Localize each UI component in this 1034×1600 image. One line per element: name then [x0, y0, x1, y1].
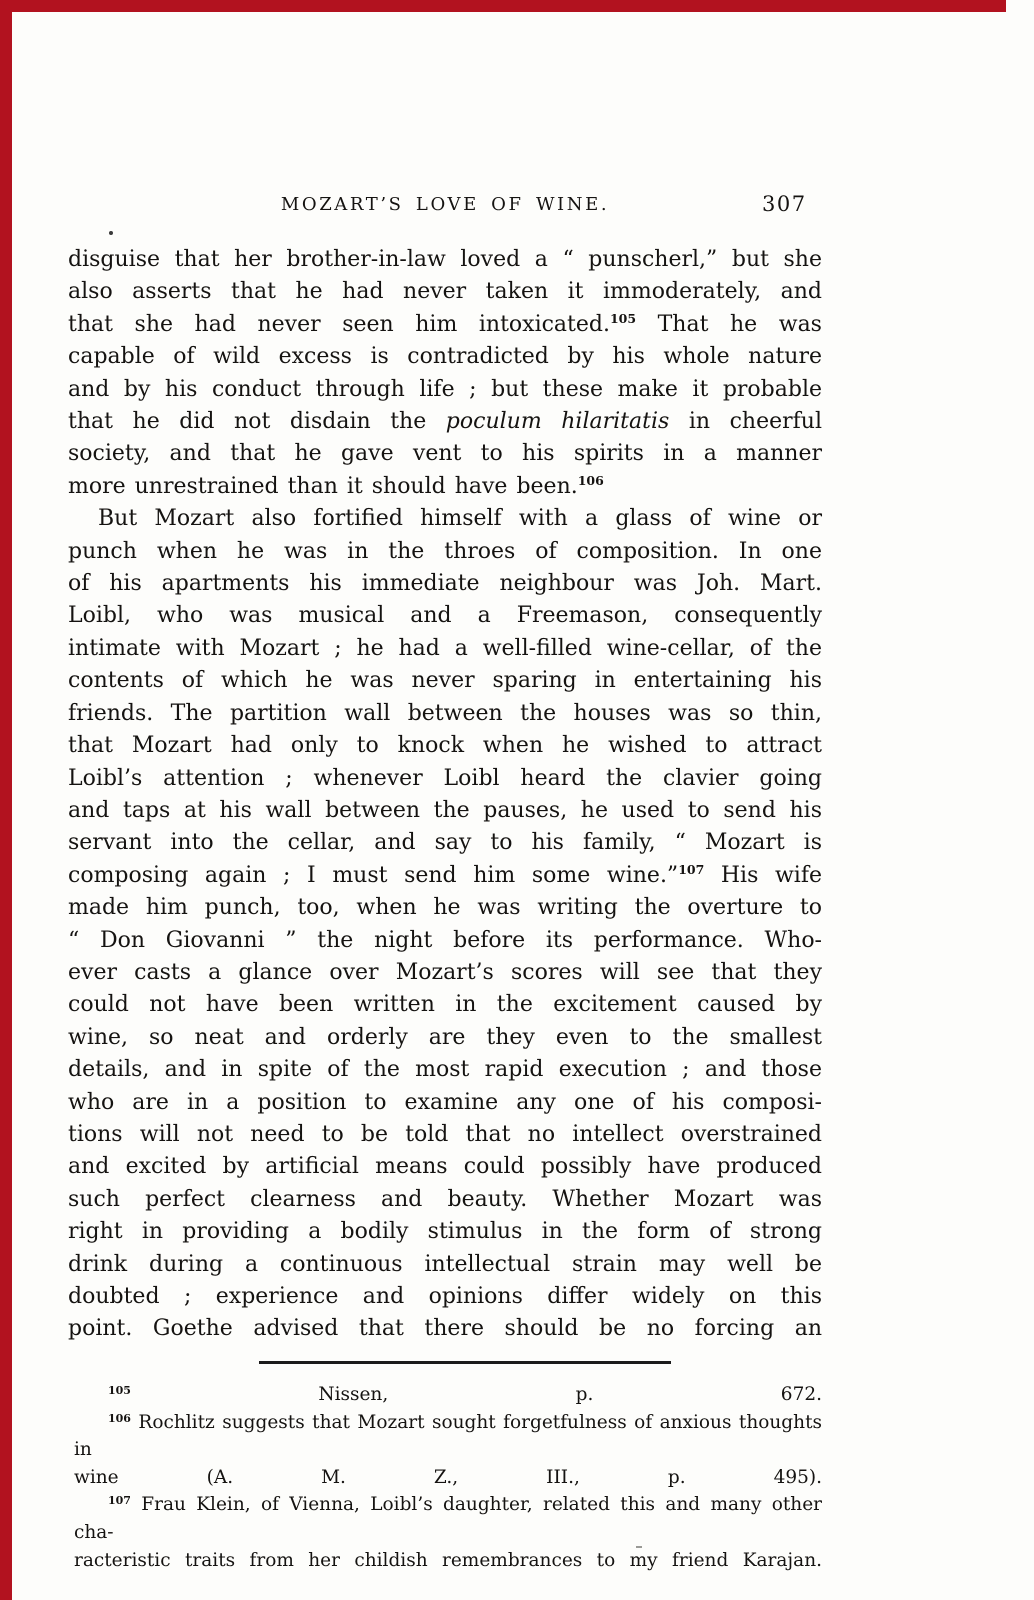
text-line: racteristic traits from her childish remembrances to my friend Karajan. — [74, 1549, 822, 1571]
text-line: more unrestrained than it should have been.$^{106}$ — [68, 472, 604, 499]
text-line: punch when he was in the throes of composition. In one — [68, 538, 822, 564]
text-line: that Mozart had only to knock when he wished to attract — [68, 733, 822, 759]
text-line: capable of wild excess is contradicted by his whole nature — [68, 344, 822, 370]
running-header — [68, 192, 822, 222]
text-line: and taps at his wall between the pauses, he used to send his — [68, 797, 822, 823]
text-line: such perfect clearness and beauty. Whether Mozart was — [68, 1186, 822, 1212]
scan-edge-band-top — [0, 0, 1006, 12]
footnote-marker: 107 — [108, 1494, 131, 1508]
footnote-marker: 107 — [678, 861, 705, 877]
footnote-divider-rule — [259, 1361, 671, 1364]
text-line: Loibl’s attention ; whenever Loibl heard the clavier going — [68, 765, 822, 791]
text-line: $^{107}$ Frau Klein, of Vienna, Loibl’s daughter, related this and many other cha- — [74, 1494, 822, 1543]
text-line: disguise that her brother-in-law loved a “ punscherl,” but she — [68, 247, 822, 272]
text-line: details, and in spite of the most rapid execution ; and those — [68, 1057, 822, 1083]
text-line: doubted ; experience and opinions differ widely on this — [68, 1284, 822, 1309]
text-line: and excited by artificial means could possibly have produced — [68, 1154, 822, 1180]
body-text — [68, 244, 822, 1346]
text-line: of his apartments his immediate neighbour was Joh. Mart. — [68, 571, 822, 597]
text-line: and by his conduct through life ; but these make it probable — [68, 376, 822, 402]
text-line: also asserts that he had never taken it immoderately, and — [68, 279, 822, 305]
text-line: tions will not need to be told that no intellect overstrained — [68, 1121, 822, 1147]
text-line: who are in a position to examine any one of his composi- — [68, 1089, 822, 1115]
footnote-marker: 105 — [609, 310, 637, 326]
text-line: composing again ; I must send him some wine.”$^{107}$ His wife — [68, 861, 823, 888]
text-line: servant into the cellar, and say to his family, “ Mozart is — [68, 830, 822, 856]
text-line: ever casts a glance over Mozart’s scores will see that they — [68, 959, 822, 985]
footnotes — [74, 1381, 822, 1574]
page-number: 307 — [762, 192, 807, 216]
page-title: MOZART’S LOVE OF WINE. — [280, 194, 610, 215]
text-line: Loibl, who was musical and a Freemason, consequently — [68, 603, 822, 629]
text-line: But Mozart also fortified himself with a glass of wine or — [98, 506, 822, 532]
text-line: intimate with Mozart ; he had a well-filled wine-cellar, of the — [68, 635, 822, 661]
text-line: $^{106}$ Rochlitz suggests that Mozart sought forgetfulness of anxious thoughts in — [74, 1411, 822, 1461]
scan-edge-band-left — [0, 0, 12, 1600]
text-line: made him punch, too, when he was writing the overture to — [68, 895, 822, 921]
footnote-marker: 106 — [577, 472, 604, 488]
text-line: that he did not disdain the poculum hilaritatis in cheerful — [68, 409, 822, 435]
text-line: that she had never seen him intoxicated.$^{105}$ That he was — [68, 310, 822, 337]
text-line: friends. The partition wall between the houses was so thin, — [68, 700, 822, 726]
text-line: wine (A. M. Z., III., p. 495). — [74, 1466, 822, 1488]
scan-speck — [636, 1546, 642, 1548]
scan-speck — [109, 231, 113, 235]
footnote-marker: 106 — [108, 1411, 131, 1425]
text-line: point. Goethe advised that there should be no forcing an — [68, 1316, 822, 1342]
text-line: drink during a continuous intellectual strain may well be — [68, 1251, 822, 1277]
text-line: $^{105}$ Nissen, p. 672. — [108, 1384, 822, 1405]
text-line: “ Don Giovanni ” the night before its performance. Who- — [68, 927, 822, 953]
footnote-marker: 105 — [108, 1384, 131, 1397]
text-line: could not have been written in the excitement caused by — [68, 992, 822, 1018]
text-line: wine, so neat and orderly are they even to the smallest — [68, 1024, 822, 1050]
text-line: contents of which he was never sparing in entertaining his — [68, 668, 822, 694]
text-line: society, and that he gave vent to his spirits in a manner — [68, 441, 822, 467]
text-line: right in providing a bodily stimulus in the form of strong — [68, 1219, 822, 1245]
